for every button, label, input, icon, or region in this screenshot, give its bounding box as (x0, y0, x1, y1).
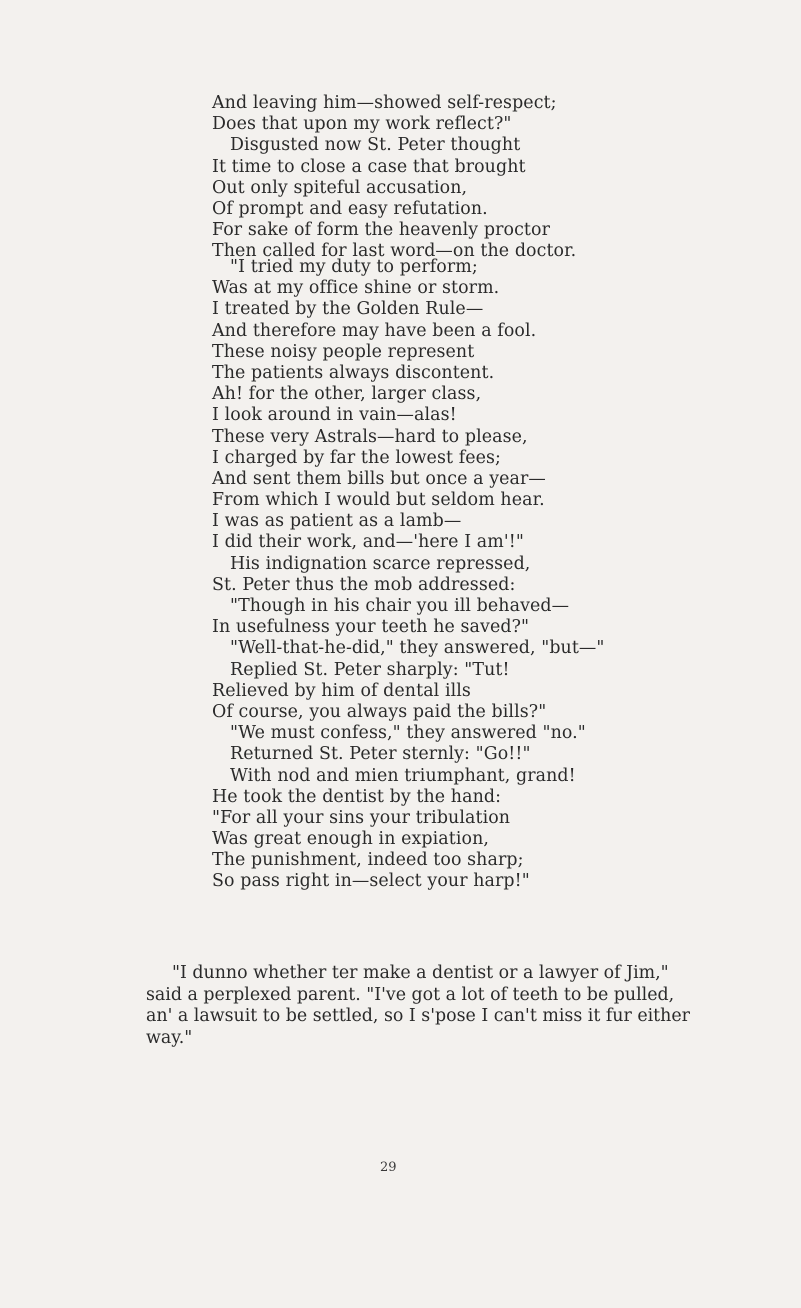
verse-line: And sent them bills but once a year— (212, 468, 546, 489)
verse-line: Was at my office shine or storm. (212, 278, 500, 299)
verse-line: Relieved by him of dental ills (212, 680, 471, 701)
paragraph-line: way." (146, 1027, 193, 1048)
verse-line: I charged by far the lowest fees; (212, 447, 501, 468)
verse-line: And therefore may have been a fool. (212, 320, 537, 341)
verse-line: "We must confess," they answered "no." (230, 723, 586, 744)
verse-line: He took the dentist by the hand: (212, 786, 502, 807)
verse-line: And leaving him—showed self-respect; (212, 93, 557, 113)
stanza-two (212, 257, 605, 893)
verse-line: It time to close a case that brought (212, 156, 526, 177)
verse-line: So pass right in—select your harp!" (212, 871, 530, 892)
verse-line: These noisy people represent (212, 341, 475, 362)
verse-line: I treated by the Golden Rule— (212, 299, 484, 320)
verse-line: "Well-that-he-did," they answered, "but—" (230, 638, 605, 659)
paragraph-line: an' a lawsuit to be settled, so I s'pose I can't miss it fur either (146, 1006, 690, 1027)
verse-line: Of prompt and easy refutation. (212, 198, 488, 219)
verse-line: Does that upon my work reflect?" (212, 114, 512, 135)
verse-line: I look around in vain—alas! (212, 405, 457, 426)
verse-line: His indignation scarce repressed, (230, 553, 531, 574)
verse-line: Returned St. Peter sternly: "Go!!" (230, 744, 531, 765)
paragraph-line: said a perplexed parent. "I've got a lot of teeth to be pulled, (146, 984, 675, 1005)
stanza-one (212, 93, 576, 263)
verse-line: "Though in his chair you ill behaved— (230, 596, 570, 616)
verse-line: For sake of form the heavenly proctor (212, 220, 550, 241)
verse-line: Was great enough in expiation, (212, 829, 490, 850)
verse-line: With nod and mien triumphant, grand! (230, 765, 576, 786)
verse-line: "For all your sins your tribulation (212, 807, 511, 828)
verse-line: Then called for last word—on the doctor. (212, 241, 577, 262)
verse-line: The patients always discontent. (212, 362, 495, 383)
paragraph-line: "I dunno whether ter make a dentist or a lawyer of Jim," (172, 963, 669, 983)
verse-line: "I tried my duty to perform; (230, 257, 478, 277)
verse-line: St. Peter thus the mob addressed: (212, 574, 516, 595)
verse-line: Disgusted now St. Peter thought (230, 135, 521, 156)
verse-line: I was as patient as a lamb— (212, 511, 462, 532)
verse-line: Of course, you always paid the bills?" (212, 701, 547, 722)
verse-line: Out only spiteful accusation, (212, 177, 468, 198)
page-number: 29 (380, 1160, 397, 1175)
verse-line: Replied St. Peter sharply: "Tut! (230, 659, 510, 680)
verse-line: In usefulness your teeth he saved?" (212, 617, 530, 638)
verse-line: I did their work, and—'here I am'!" (212, 532, 524, 553)
closing-paragraph (146, 963, 786, 1049)
verse-line: From which I would but seldom hear. (212, 490, 545, 511)
verse-line: Ah! for the other, larger class, (212, 384, 482, 405)
verse-line: The punishment, indeed too sharp; (212, 850, 524, 871)
verse-line: These very Astrals—hard to please, (212, 426, 528, 447)
